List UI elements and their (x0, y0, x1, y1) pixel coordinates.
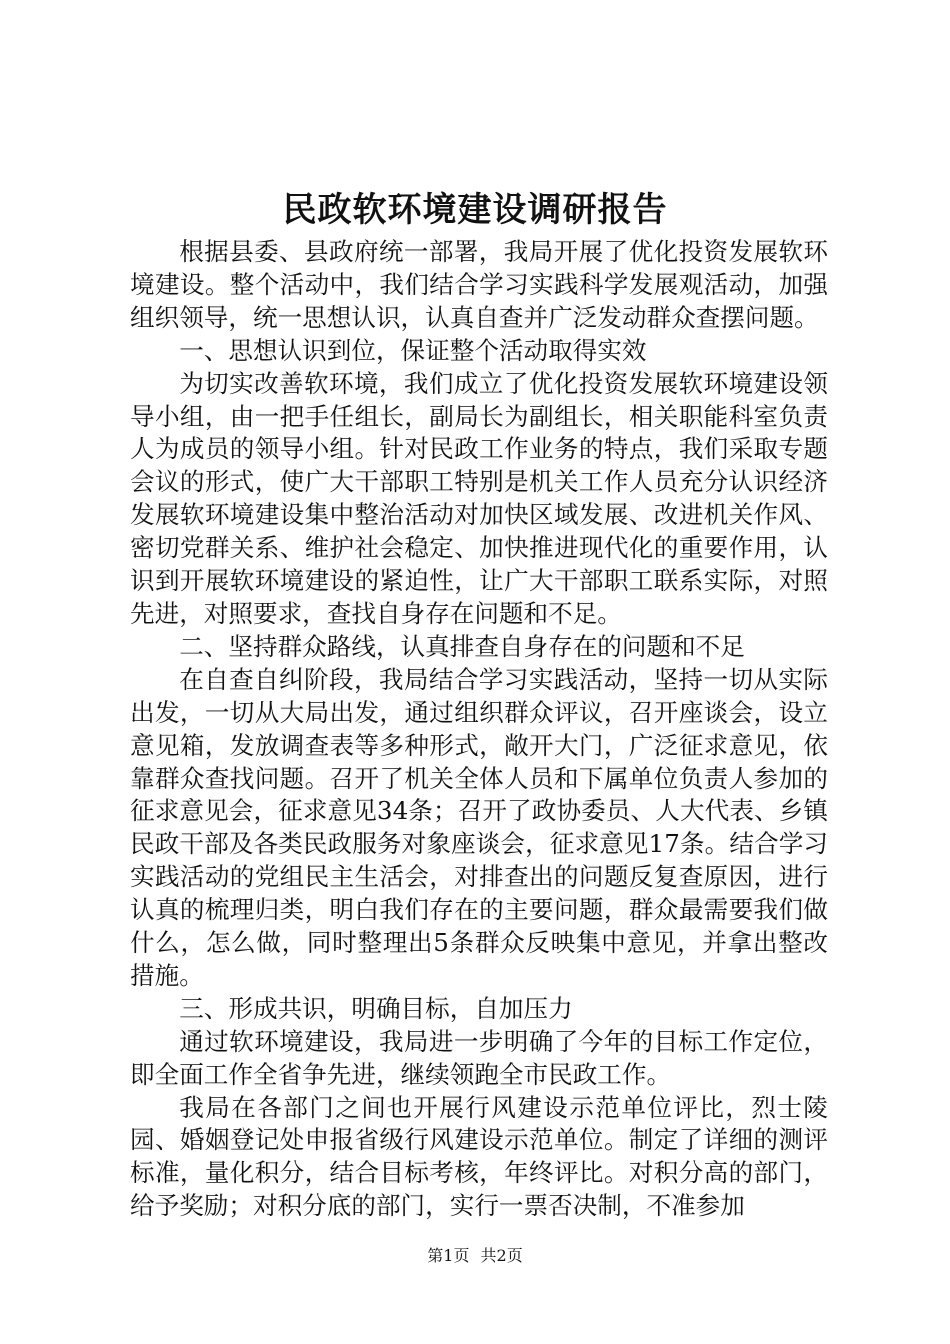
paragraph-section-2: 在自查自纠阶段，我局结合学习实践活动，坚持一切从实际出发，一切从大局出发，通过组织群众评议，召开座谈会，设立意见箱，发放调查表等多种形式，敞开大门，广泛征求意见，依靠群众查找问题。召开了机关全体人员和下属单位负责人参加的征求意见会，征求意见34条；召开了政协委员、人大代表、乡镇民政干部及各类民政服务对象座谈会，征求意见17条。结合学习实践活动的党组民主生活会，对排查出的问题反复查原因，进行认真的梳理归类，明白我们存在的主要问题，群众最需要我们做什么，怎么做，同时整理出5条群众反映集中意见，并拿出整改措施。 (130, 664, 828, 990)
document-body (130, 236, 828, 1223)
paragraph-section-1: 为切实改善软环境，我们成立了优化投资发展软环境建设领导小组，由一把手任组长，副局长为副组长，相关职能科室负责人为成员的领导小组。针对民政工作业务的特点，我们采取专题会议的形式，使广大干部职工特别是机关工作人员充分认识经济发展软环境建设集中整治活动对加快区域发展、改进机关作风、密切党群关系、维护社会稳定、加快推进现代化的重要作用，认识到开展软环境建设的紧迫性，让广大干部职工联系实际，对照先进，对照要求，查找自身存在问题和不足。 (130, 368, 828, 628)
section-heading-1: 一、思想认识到位，保证整个活动取得实效 (179, 335, 647, 365)
paragraph-intro: 根据县委、县政府统一部署，我局开展了优化投资发展软环境建设。整个活动中，我们结合学习实践科学发展观活动，加强组织领导，统一思想认识，认真自查并广泛发动群众查摆问题。 (130, 237, 828, 332)
page-total: 共2页 (480, 1246, 523, 1265)
page-footer (0, 1246, 950, 1266)
section-heading-3: 三、形成共识，明确目标，自加压力 (179, 993, 573, 1023)
paragraph-section-3b: 我局在各部门之间也开展行风建设示范单位评比，烈士陵园、婚姻登记处申报省级行风建设示范单位。制定了详细的测评标准，量化积分，结合目标考核，年终评比。对积分高的部门，给予奖励；对积分底的部门，实行一票否决制，不准参加 (130, 1092, 828, 1221)
page-number: 第1页 (427, 1246, 470, 1265)
section-heading-2: 二、坚持群众路线，认真排查自身存在的问题和不足 (179, 631, 745, 661)
paragraph-section-3a: 通过软环境建设，我局进一步明确了今年的目标工作定位，即全面工作全省争先进，继续领跑全市民政工作。 (130, 1026, 828, 1089)
document-title: 民政软环境建设调研报告 (282, 190, 668, 230)
